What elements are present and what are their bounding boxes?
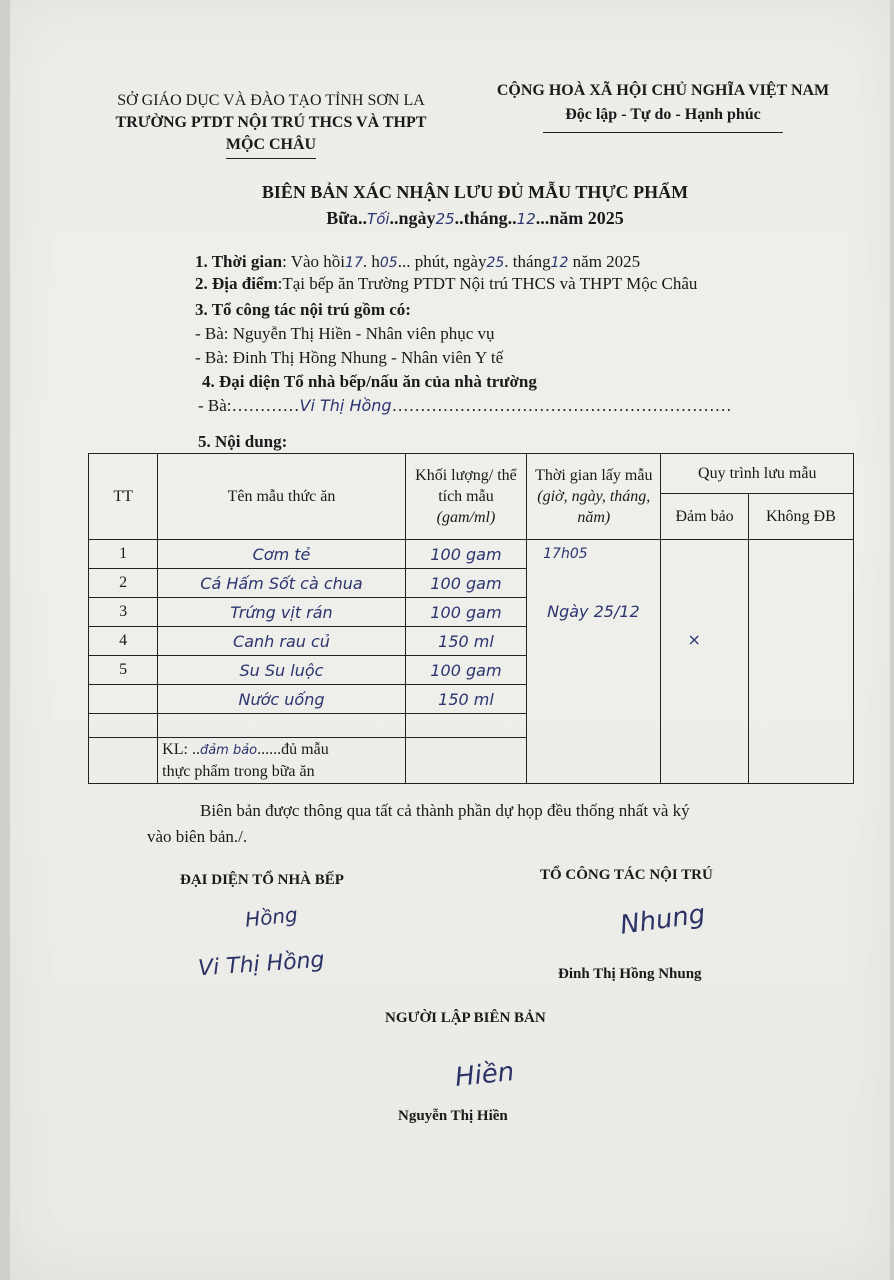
- row-tt: 3: [89, 598, 158, 627]
- header-time-label: Thời gian lấy mẫu: [535, 467, 653, 484]
- subtitle-text: ...năm 2025: [535, 208, 624, 228]
- kitchen-rep-line: [198, 396, 732, 416]
- item-text: ... phút, ngày: [397, 252, 487, 271]
- header-underline-left: [226, 158, 316, 159]
- row-food: Cá Hấm Sốt cà chua: [158, 569, 406, 598]
- header-tt: TT: [89, 454, 158, 540]
- document-title: BIÊN BẢN XÁC NHẬN LƯU ĐỦ MẪU THỰC PHẨM: [261, 182, 689, 202]
- row-tt: 5: [89, 656, 158, 685]
- item-content-label: 5. Nội dung:: [198, 432, 288, 451]
- team-signature: Nhung: [618, 899, 708, 941]
- department-name: SỞ GIÁO DỤC VÀ ĐÀO TẠO TỈNH SƠN LA: [117, 92, 425, 109]
- creator-signer-name: Nguyễn Thị Hiền: [398, 1108, 508, 1124]
- row-mass: 100 gam: [405, 569, 526, 598]
- row-tt: [89, 714, 158, 738]
- month-handwritten: 12: [550, 255, 569, 271]
- team-signer-name: Đinh Thị Hồng Nhung: [558, 966, 702, 982]
- item-kitchen-label: 4. Đại diện Tổ nhà bếp/nấu ăn của nhà trường: [202, 372, 537, 391]
- row-food: Cơm tẻ: [158, 540, 406, 569]
- table-row: [89, 540, 854, 569]
- row-food: Su Su luộc: [158, 656, 406, 685]
- header-food-name: Tên mẫu thức ăn: [158, 454, 406, 540]
- closing-line-2: vào biên bản./.: [147, 827, 248, 846]
- conclusion-text: thực phẩm trong bữa ăn: [162, 763, 315, 780]
- team-member-2: - Bà: Đinh Thị Hồng Nhung - Nhân viên Y tế: [195, 348, 504, 367]
- team-sign-title: TỔ CÔNG TÁC NỘI TRÚ: [540, 867, 713, 883]
- row-mass: 150 ml: [405, 685, 526, 714]
- conclusion-text: ......đủ mẫu: [257, 741, 329, 758]
- ok-mark: ×: [687, 630, 701, 649]
- item-label: 1. Thời gian: [195, 252, 283, 271]
- header-ok: Đảm bảo: [661, 494, 748, 540]
- header-mass-label: Khối lượng/ thể tích mẫu: [415, 467, 517, 505]
- row-mass: 100 gam: [405, 540, 526, 569]
- row-mass: 100 gam: [405, 598, 526, 627]
- item-text: năm 2025: [568, 252, 641, 271]
- kitchen-rep-handwritten: Vi Thị Hồng: [299, 396, 392, 415]
- minute-handwritten: 05: [379, 255, 398, 271]
- item-text: - Bà:: [198, 396, 232, 415]
- subtitle-text: ..tháng..: [454, 208, 517, 228]
- item-text: :Tại bếp ăn Trường PTDT Nội trú THCS và THPT Mộc Châu: [277, 274, 698, 293]
- row-tt: 2: [89, 569, 158, 598]
- document-subtitle: [150, 208, 800, 229]
- meal-handwritten: Tối: [367, 210, 390, 228]
- date-handwritten: Ngày 25/12: [547, 602, 640, 621]
- header-underline-right: [543, 132, 783, 133]
- row-mass: 100 gam: [405, 656, 526, 685]
- dot-leader: ……………………………………………………: [391, 396, 732, 415]
- header-mass: [405, 454, 526, 540]
- ok-cell: [661, 540, 748, 784]
- row-tt: [89, 738, 158, 784]
- time-cell: [527, 540, 661, 784]
- month-handwritten: 12: [516, 210, 536, 228]
- row-food: Canh rau củ: [158, 627, 406, 656]
- item-text: . tháng: [504, 252, 551, 271]
- sample-table: [88, 453, 854, 784]
- hour-handwritten: 17: [345, 255, 363, 271]
- time-handwritten: 17h05: [543, 546, 588, 562]
- row-mass: [405, 714, 526, 738]
- day-handwritten: 25: [435, 210, 455, 228]
- kitchen-signature: Hồng: [243, 902, 299, 932]
- team-member-1: - Bà: Nguyễn Thị Hiền - Nhân viên phục vụ: [195, 324, 495, 343]
- kitchen-sign-title: ĐẠI DIỆN TỔ NHÀ BẾP: [180, 872, 344, 888]
- header-time-unit: (giờ, ngày, tháng, năm): [537, 488, 651, 526]
- row-tt: 1: [89, 540, 158, 569]
- header-time: [527, 454, 661, 540]
- row-mass: [405, 738, 526, 784]
- header-mass-unit: (gam/ml): [436, 509, 496, 526]
- day-handwritten: 25: [486, 255, 505, 271]
- creator-sign-title: NGƯỜI LẬP BIÊN BẢN: [385, 1010, 546, 1026]
- school-location: MỘC CHÂU: [225, 136, 317, 153]
- item-team-label: 3. Tổ công tác nội trú gồm có:: [195, 300, 411, 319]
- header-left: [95, 90, 447, 159]
- country-name: CỘNG HOÀ XÃ HỘI CHỦ NGHĨA VIỆT NAM: [496, 82, 830, 99]
- conclusion-handwritten: đảm bảo: [199, 743, 258, 758]
- header-procedure: Quy trình lưu mẫu: [661, 454, 854, 494]
- subtitle-text: Bữa..: [326, 208, 368, 228]
- row-mass: 150 ml: [405, 627, 526, 656]
- subtitle-text: ..ngày: [389, 208, 436, 228]
- conclusion-cell: [158, 738, 406, 784]
- header-right: [478, 80, 848, 133]
- school-name: TRƯỜNG PTDT NỘI TRÚ THCS VÀ THPT: [115, 114, 427, 131]
- row-food: Trứng vịt rán: [158, 598, 406, 627]
- kitchen-signature-name: Vi Thị Hồng: [197, 947, 326, 982]
- dot-leader: …………: [231, 396, 300, 415]
- not-ok-cell: [748, 540, 853, 784]
- item-text: . h: [362, 252, 380, 271]
- item-location: [195, 274, 697, 294]
- conclusion-text: KL: ..: [162, 741, 200, 758]
- row-tt: [89, 685, 158, 714]
- item-label: 2. Địa điểm: [195, 274, 278, 293]
- national-motto: Độc lập - Tự do - Hạnh phúc: [565, 106, 761, 123]
- header-not-ok: Không ĐB: [748, 494, 853, 540]
- row-tt: 4: [89, 627, 158, 656]
- item-time: [195, 252, 640, 272]
- creator-signature: Hiền: [453, 1056, 516, 1094]
- closing-line-1: Biên bản được thông qua tất cả thành phần dự họp đều thống nhất và ký: [200, 801, 690, 820]
- row-food: Nước uống: [158, 685, 406, 714]
- row-food: [158, 714, 406, 738]
- item-text: : Vào hồi: [282, 252, 346, 271]
